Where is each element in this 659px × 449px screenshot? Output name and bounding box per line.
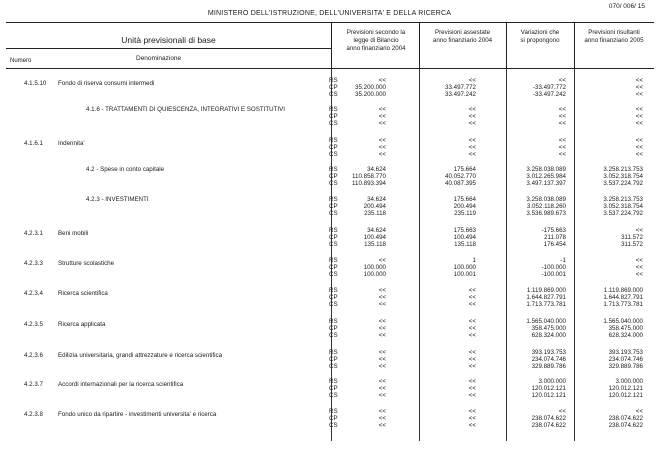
cell-value-c1: << bbox=[378, 151, 386, 158]
cell-value-c4: 1.119.869.000 bbox=[603, 287, 643, 294]
row-number: 4.2.3.6 bbox=[24, 352, 43, 359]
cell-value-c4: << bbox=[635, 227, 643, 234]
row-kind-label: CS bbox=[329, 91, 338, 98]
row-kind-label: CP bbox=[329, 264, 338, 271]
cell-value-c3: 1.119.869.000 bbox=[526, 287, 566, 294]
cell-value-c4: 120.012.121 bbox=[608, 392, 643, 399]
col-header-line: Previsioni risultanti bbox=[588, 29, 640, 36]
row-description: Ricerca scientifica bbox=[58, 290, 108, 297]
cell-value-c2: << bbox=[468, 301, 476, 308]
cell-value-c1: << bbox=[378, 422, 386, 429]
table-row bbox=[0, 408, 659, 432]
cell-value-c2: << bbox=[468, 137, 476, 144]
cell-value-c2: << bbox=[468, 385, 476, 392]
cell-value-c3: 238.074.622 bbox=[531, 422, 566, 429]
cell-value-c4: << bbox=[635, 113, 643, 120]
table-row bbox=[0, 196, 659, 220]
cell-value-c2: << bbox=[468, 349, 476, 356]
row-kind-label: CS bbox=[329, 422, 338, 429]
cell-value-c3: 3.012.265.984 bbox=[526, 173, 566, 180]
cell-value-c2: 175.664 bbox=[453, 196, 476, 203]
col-header-assestate bbox=[419, 29, 506, 45]
row-kind-label: CP bbox=[329, 234, 338, 241]
page-reference: 070/ 006/ 15 bbox=[608, 3, 645, 10]
header-rule bbox=[6, 48, 331, 49]
cell-value-c1: 235.118 bbox=[364, 210, 386, 217]
col-header-risultanti bbox=[574, 29, 654, 45]
cell-value-c4: << bbox=[635, 264, 643, 271]
table-row bbox=[0, 349, 659, 373]
table-row bbox=[0, 257, 659, 281]
cell-value-c1: << bbox=[378, 120, 386, 127]
row-kind-label: CP bbox=[329, 294, 338, 301]
cell-value-c1: << bbox=[378, 385, 386, 392]
table-header bbox=[6, 22, 654, 69]
cell-value-c2: 135.118 bbox=[454, 241, 476, 248]
cell-value-c4: 3.258.213.753 bbox=[603, 166, 643, 173]
table-row bbox=[0, 106, 659, 130]
cell-value-c1: << bbox=[378, 257, 386, 264]
cell-value-c3: 628.324.000 bbox=[531, 332, 566, 339]
cell-value-c4: 1.644.827.791 bbox=[603, 294, 643, 301]
cell-value-c1: << bbox=[378, 113, 386, 120]
cell-value-c4: 3.537.224.792 bbox=[603, 180, 643, 187]
cell-value-c2: << bbox=[468, 120, 476, 127]
cell-value-c4: << bbox=[635, 144, 643, 151]
row-kind-label: CP bbox=[329, 84, 338, 91]
cell-value-c3: 211.078 bbox=[544, 234, 566, 241]
cell-value-c2: << bbox=[468, 415, 476, 422]
cell-value-c4: 1.565.040.000 bbox=[603, 318, 643, 325]
row-number: 4.2.3.3 bbox=[24, 260, 43, 267]
cell-value-c2: 175.664 bbox=[453, 166, 476, 173]
row-kind-label: CS bbox=[329, 301, 338, 308]
row-kind-label: CS bbox=[329, 120, 338, 127]
cell-value-c3: << bbox=[558, 151, 566, 158]
cell-value-c1: 135.118 bbox=[364, 241, 386, 248]
row-kind-label: RS bbox=[329, 77, 338, 84]
cell-value-c2: 40.052.770 bbox=[445, 173, 476, 180]
cell-value-c2: << bbox=[468, 325, 476, 332]
cell-value-c2: 1 bbox=[472, 257, 476, 264]
cell-value-c2: << bbox=[468, 363, 476, 370]
cell-value-c2: << bbox=[468, 332, 476, 339]
row-kind-label: RS bbox=[329, 196, 338, 203]
cell-value-c3: -33.497.242 bbox=[532, 91, 566, 98]
cell-value-c4: 234.074.746 bbox=[608, 356, 643, 363]
cell-value-c1: << bbox=[378, 106, 386, 113]
cell-value-c4: 3.052.318.754 bbox=[603, 173, 643, 180]
row-kind-label: CP bbox=[329, 203, 338, 210]
cell-value-c1: << bbox=[378, 294, 386, 301]
ministry-title: MINISTERO DELL'ISTRUZIONE, DELL'UNIVERSITA' E DELLA RICERCA bbox=[207, 10, 452, 17]
row-kind-label: CS bbox=[329, 180, 338, 187]
cell-value-c1: 34.624 bbox=[367, 227, 386, 234]
cell-value-c2: 33.497.772 bbox=[445, 84, 476, 91]
cell-value-c2: << bbox=[468, 106, 476, 113]
table-row bbox=[0, 137, 659, 161]
cell-value-c3: << bbox=[558, 137, 566, 144]
row-kind-label: RS bbox=[329, 166, 338, 173]
row-kind-label: CP bbox=[329, 415, 338, 422]
cell-value-c4: 3.052.318.754 bbox=[603, 203, 643, 210]
cell-value-c3: -175.663 bbox=[541, 227, 566, 234]
col-header-legge bbox=[333, 29, 419, 53]
cell-value-c4: 358.475.000 bbox=[608, 325, 643, 332]
row-kind-label: RS bbox=[329, 287, 338, 294]
cell-value-c4: 393.193.753 bbox=[608, 349, 643, 356]
row-kind-label: RS bbox=[329, 408, 338, 415]
cell-value-c1: << bbox=[378, 349, 386, 356]
cell-value-c1: << bbox=[378, 137, 386, 144]
col-header-line: anno finanziario 2004 bbox=[432, 37, 493, 44]
cell-value-c2: 33.497.242 bbox=[445, 91, 476, 98]
cell-value-c4: 1.713.773.781 bbox=[603, 301, 643, 308]
cell-value-c2: << bbox=[468, 77, 476, 84]
cell-value-c1: 110.893.394 bbox=[352, 180, 386, 187]
row-number: 4.2.3.4 bbox=[24, 290, 43, 297]
cell-value-c1: << bbox=[378, 415, 386, 422]
cell-value-c3: 1.713.773.781 bbox=[526, 301, 566, 308]
cell-value-c4: << bbox=[635, 120, 643, 127]
cell-value-c1: << bbox=[378, 144, 386, 151]
row-kind-label: CS bbox=[329, 392, 338, 399]
cell-value-c4: 329.889.786 bbox=[608, 363, 643, 370]
cell-value-c3: 1.644.827.791 bbox=[526, 294, 566, 301]
cell-value-c2: << bbox=[468, 318, 476, 325]
col-header-line: si propongono bbox=[520, 37, 560, 44]
cell-value-c4: << bbox=[635, 271, 643, 278]
row-description: Ricerca applicata bbox=[58, 321, 106, 328]
row-description: Beni mobili bbox=[58, 230, 89, 237]
row-number: 4.2.3.8 bbox=[24, 411, 43, 418]
cell-value-c3: -1 bbox=[560, 257, 566, 264]
cell-value-c2: 200.494 bbox=[453, 203, 476, 210]
cell-value-c3: 120.012.121 bbox=[531, 392, 566, 399]
row-description: 4.2 - Spese in conto capitale bbox=[86, 166, 165, 173]
unit-title: Unità previsionali di base bbox=[121, 35, 216, 45]
cell-value-c1: 35.200.000 bbox=[355, 84, 386, 91]
cell-value-c3: 1.565.040.000 bbox=[526, 318, 566, 325]
cell-value-c3: << bbox=[558, 113, 566, 120]
table-row bbox=[0, 287, 659, 311]
row-kind-label: CP bbox=[329, 356, 338, 363]
cell-value-c4: << bbox=[635, 137, 643, 144]
cell-value-c2: << bbox=[468, 151, 476, 158]
row-kind-label: RS bbox=[329, 349, 338, 356]
row-kind-label: CS bbox=[329, 332, 338, 339]
row-description: Edilizia universitaria, grandi attrezzature e ricerca scientifica bbox=[58, 352, 223, 359]
cell-value-c3: << bbox=[558, 144, 566, 151]
cell-value-c2: 100.001 bbox=[453, 271, 476, 278]
row-description: 4.2.3 - INVESTIMENTI bbox=[86, 196, 149, 203]
cell-value-c1: 100.000 bbox=[363, 264, 386, 271]
row-kind-label: CS bbox=[329, 210, 338, 217]
cell-value-c1: << bbox=[378, 356, 386, 363]
cell-value-c4: << bbox=[635, 257, 643, 264]
cell-value-c3: << bbox=[558, 120, 566, 127]
col-header-line: anno finanziario 2005 bbox=[584, 37, 644, 44]
cell-value-c2: 175.663 bbox=[453, 227, 476, 234]
table-row bbox=[0, 318, 659, 342]
row-kind-label: CP bbox=[329, 144, 338, 151]
cell-value-c3: << bbox=[558, 408, 566, 415]
cell-value-c2: << bbox=[468, 113, 476, 120]
table-row bbox=[0, 77, 659, 101]
row-number: 4.2.3.5 bbox=[24, 321, 43, 328]
row-description: Accordi internazionali per la ricerca scientifica bbox=[58, 381, 184, 388]
row-description: Fondo unico da ripartire - investimenti universita' e ricerca bbox=[58, 411, 217, 418]
cell-value-c4: << bbox=[635, 77, 643, 84]
cell-value-c3: -100.000 bbox=[541, 264, 566, 271]
col-header-variazioni bbox=[506, 29, 574, 45]
cell-value-c3: 393.193.753 bbox=[531, 349, 566, 356]
cell-value-c4: 120.012.121 bbox=[608, 385, 643, 392]
cell-value-c2: << bbox=[468, 287, 476, 294]
cell-value-c2: 100.000 bbox=[453, 264, 476, 271]
cell-value-c2: << bbox=[468, 144, 476, 151]
cell-value-c3: 120.012.121 bbox=[531, 385, 566, 392]
row-number: 4.1.5.10 bbox=[24, 80, 47, 87]
denominazione-header: Denominazione bbox=[136, 55, 182, 62]
cell-value-c3: 329.889.786 bbox=[531, 363, 566, 370]
row-kind-label: CP bbox=[329, 385, 338, 392]
cell-value-c3: 3.536.989.673 bbox=[526, 210, 566, 217]
cell-value-c2: 40.087.395 bbox=[445, 180, 476, 187]
row-number: 4.1.6.1 bbox=[24, 140, 43, 147]
cell-value-c2: << bbox=[468, 294, 476, 301]
row-number: 4.2.3.1 bbox=[24, 230, 43, 237]
cell-value-c4: << bbox=[635, 408, 643, 415]
cell-value-c4: 628.324.000 bbox=[608, 332, 643, 339]
row-kind-label: RS bbox=[329, 137, 338, 144]
cell-value-c1: 200.494 bbox=[363, 203, 386, 210]
cell-value-c3: 3.052.118.260 bbox=[526, 203, 566, 210]
cell-value-c3: 176.454 bbox=[543, 241, 566, 248]
cell-value-c1: << bbox=[378, 378, 386, 385]
row-number: 4.2.3.7 bbox=[24, 381, 43, 388]
numero-header: Numero bbox=[10, 58, 32, 64]
col-header-line: anno finanziario 2004 bbox=[346, 45, 406, 52]
cell-value-c1: << bbox=[378, 318, 386, 325]
row-kind-label: CP bbox=[329, 325, 338, 332]
cell-value-c3: 238.074.622 bbox=[531, 415, 566, 422]
table-row bbox=[0, 227, 659, 251]
cell-value-c1: 34.624 bbox=[367, 196, 386, 203]
cell-value-c3: 3.258.038.089 bbox=[526, 196, 566, 203]
col-header-line: Variazioni che bbox=[520, 29, 560, 36]
row-kind-label: RS bbox=[329, 227, 338, 234]
cell-value-c4: << bbox=[635, 84, 643, 91]
cell-value-c2: 100.494 bbox=[453, 234, 476, 241]
row-description: Fondo di riserva consumi intermedi bbox=[58, 80, 155, 87]
cell-value-c2: << bbox=[468, 422, 476, 429]
col-header-line: Previsioni secondo la bbox=[346, 29, 406, 36]
cell-value-c3: 3.497.137.397 bbox=[526, 180, 566, 187]
cell-value-c1: << bbox=[378, 301, 386, 308]
cell-value-c3: << bbox=[558, 106, 566, 113]
cell-value-c1: << bbox=[378, 287, 386, 294]
cell-value-c1: << bbox=[378, 363, 386, 370]
row-kind-label: CS bbox=[329, 241, 338, 248]
cell-value-c1: 100.494 bbox=[363, 234, 386, 241]
row-description: Strutture scolastiche bbox=[58, 260, 115, 267]
cell-value-c2: << bbox=[468, 378, 476, 385]
cell-value-c4: 3.537.224.792 bbox=[603, 210, 643, 217]
cell-value-c1: 100.000 bbox=[363, 271, 386, 278]
row-kind-label: CP bbox=[329, 173, 338, 180]
cell-value-c1: 110.858.770 bbox=[352, 173, 386, 180]
cell-value-c1: << bbox=[378, 392, 386, 399]
col-header-line: legge di Bilancio bbox=[353, 37, 399, 44]
cell-value-c3: -100.001 bbox=[541, 271, 566, 278]
cell-value-c4: 311.572 bbox=[621, 241, 643, 248]
cell-value-c3: 3.258.038.089 bbox=[526, 166, 566, 173]
cell-value-c3: -33.497.772 bbox=[532, 84, 566, 91]
cell-value-c4: 238.074.622 bbox=[608, 422, 643, 429]
row-kind-label: CS bbox=[329, 363, 338, 370]
cell-value-c3: 3.000.000 bbox=[538, 378, 566, 385]
cell-value-c4: 3.258.213.753 bbox=[603, 196, 643, 203]
cell-value-c1: << bbox=[378, 325, 386, 332]
cell-value-c3: 234.074.746 bbox=[531, 356, 566, 363]
row-kind-label: RS bbox=[329, 318, 338, 325]
cell-value-c1: 34.624 bbox=[367, 166, 386, 173]
cell-value-c4: 238.074.622 bbox=[608, 415, 643, 422]
table-row bbox=[0, 166, 659, 190]
row-kind-label: RS bbox=[329, 106, 338, 113]
cell-value-c4: 3.000.000 bbox=[615, 378, 643, 385]
col-header-line: Previsioni assestate bbox=[434, 29, 491, 36]
cell-value-c4: << bbox=[635, 151, 643, 158]
row-kind-label: CP bbox=[329, 113, 338, 120]
cell-value-c4: 311.572 bbox=[621, 234, 643, 241]
header-divider bbox=[331, 23, 332, 68]
row-kind-label: CS bbox=[329, 151, 338, 158]
row-description: Indennita' bbox=[58, 140, 85, 147]
cell-value-c3: << bbox=[558, 77, 566, 84]
cell-value-c1: << bbox=[378, 408, 386, 415]
row-kind-label: RS bbox=[329, 378, 338, 385]
cell-value-c2: 235.119 bbox=[454, 210, 476, 217]
cell-value-c2: << bbox=[468, 356, 476, 363]
cell-value-c3: 358.475.000 bbox=[531, 325, 566, 332]
row-kind-label: CS bbox=[329, 271, 338, 278]
cell-value-c4: << bbox=[635, 106, 643, 113]
cell-value-c1: << bbox=[378, 332, 386, 339]
row-description: 4.1.6 - TRATTAMENTI DI QUIESCENZA, INTEGRATIVI E SOSTITUTIVI bbox=[86, 106, 285, 113]
row-kind-label: RS bbox=[329, 257, 338, 264]
cell-value-c4: << bbox=[635, 91, 643, 98]
cell-value-c2: << bbox=[468, 408, 476, 415]
cell-value-c1: << bbox=[378, 77, 386, 84]
cell-value-c1: 35.200.000 bbox=[355, 91, 386, 98]
cell-value-c2: << bbox=[468, 392, 476, 399]
table-row bbox=[0, 378, 659, 402]
